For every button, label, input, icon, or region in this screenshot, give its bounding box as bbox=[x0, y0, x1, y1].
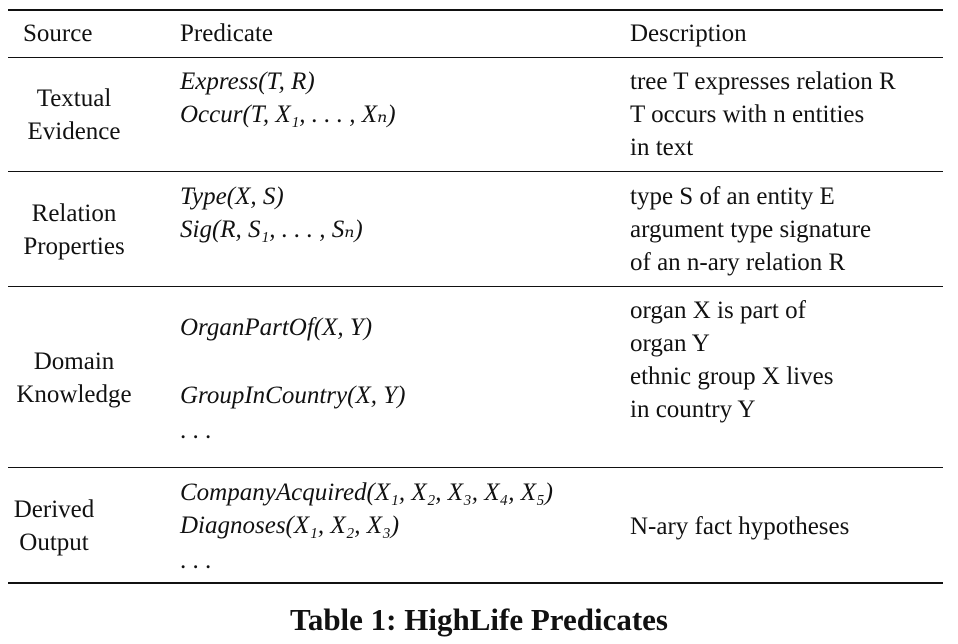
source-textual-evidence bbox=[8, 82, 140, 148]
table-caption: Table 1: HighLife Predicates bbox=[289, 602, 668, 637]
description-line: N-ary fact hypotheses bbox=[630, 513, 850, 540]
header-description: Description bbox=[630, 20, 747, 47]
description-line: tree T expresses relation R bbox=[630, 68, 896, 95]
predicate-list bbox=[180, 65, 396, 131]
description-list bbox=[630, 180, 871, 279]
header-source: Source bbox=[23, 20, 93, 47]
predicate-ellipsis: . . . bbox=[180, 417, 212, 444]
table-top-rule bbox=[8, 9, 943, 11]
predicate-sig: Sig(R, S₁, . . . , Sₙ) bbox=[180, 216, 363, 243]
source-relation-properties bbox=[8, 197, 140, 263]
predicate-occur: Occur(T, X₁, . . . , Xₙ) bbox=[180, 101, 396, 128]
description-list bbox=[630, 65, 896, 164]
description-line: in country Y bbox=[630, 396, 756, 423]
description-line: T occurs with n entities bbox=[630, 101, 865, 128]
source-line: Output bbox=[19, 529, 89, 556]
source-line: Properties bbox=[23, 233, 125, 260]
predicate-group-in-country: GroupInCountry(X, Y) bbox=[180, 382, 406, 409]
description-line: in text bbox=[630, 134, 694, 161]
header-predicate: Predicate bbox=[180, 20, 274, 47]
predicate-diagnoses: Diagnoses(X₁, X₂, X₃) bbox=[180, 512, 400, 539]
description-list bbox=[630, 294, 833, 426]
source-line: Relation bbox=[31, 200, 117, 227]
description-line: organ Y bbox=[630, 330, 710, 357]
description-line: organ X is part of bbox=[630, 297, 806, 324]
table-bottom-rule bbox=[8, 582, 943, 584]
source-domain-knowledge bbox=[8, 345, 140, 411]
predicate-express: Express(T, R) bbox=[180, 68, 315, 95]
description-line: of an n-ary relation R bbox=[630, 249, 846, 276]
predicate-company-acquired: CompanyAcquired(X₁, X₂, X₃, X₄, X₅) bbox=[180, 479, 553, 506]
predicate-ellipsis: . . . bbox=[180, 547, 212, 574]
source-line: Textual bbox=[36, 85, 112, 112]
predicate-type: Type(X, S) bbox=[180, 183, 284, 210]
source-line: Evidence bbox=[27, 118, 121, 145]
source-line: Derived bbox=[13, 496, 95, 523]
source-line: Knowledge bbox=[16, 381, 132, 408]
row-divider-2 bbox=[8, 286, 943, 287]
source-line: Domain bbox=[33, 348, 115, 375]
source-derived-output bbox=[8, 493, 100, 559]
description-line: ethnic group X lives bbox=[630, 363, 834, 390]
predicate-list bbox=[180, 476, 553, 542]
predicate-organ-part-of: OrganPartOf(X, Y) bbox=[180, 314, 373, 341]
row-divider-1 bbox=[8, 171, 943, 172]
description-line: type S of an entity E bbox=[630, 183, 835, 210]
description-line: argument type signature bbox=[630, 216, 872, 243]
row-divider-3 bbox=[8, 467, 943, 468]
header-bottom-rule bbox=[8, 57, 943, 58]
predicate-list bbox=[180, 180, 363, 246]
